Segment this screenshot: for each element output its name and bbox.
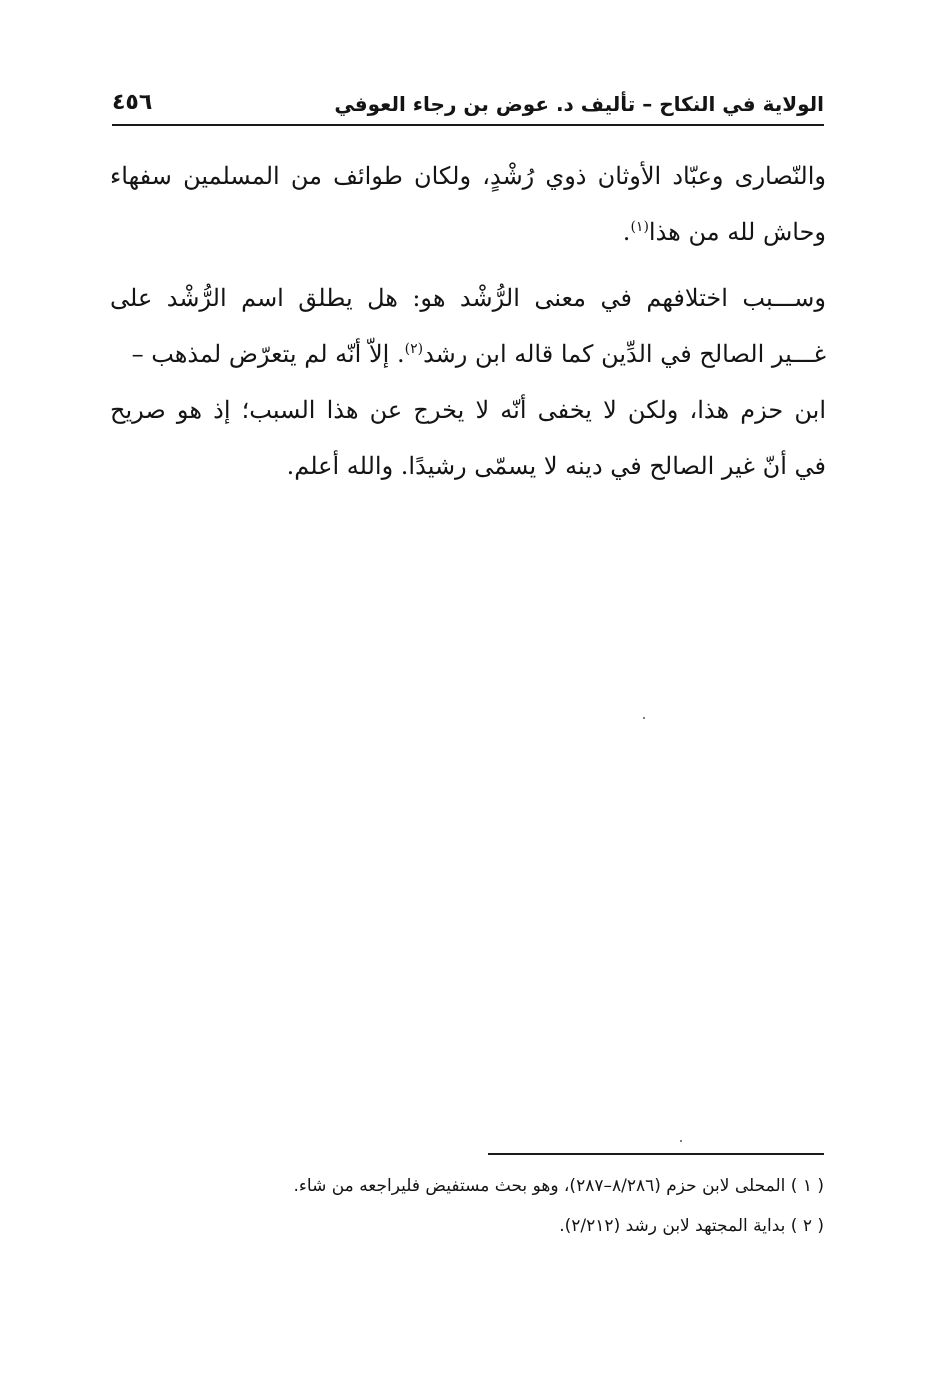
paragraph-gap xyxy=(110,260,826,270)
body-line-6 xyxy=(110,438,826,494)
body-line-1-text: والنّصارى وعبّاد الأوثان ذوي رُشْدٍ، ولكان طوائف من المسلمين سفهاء xyxy=(110,162,826,190)
footnote-2: ( ٢ ) بداية المجتهد لابن رشد (٢/٢١٢). xyxy=(559,1216,824,1236)
body-line-1 xyxy=(110,148,826,204)
header-rule xyxy=(112,124,824,126)
body-line-2 xyxy=(110,204,826,260)
running-header xyxy=(112,88,824,126)
body-line-3-text: وســـبب اختلافهم في معنى الرُّشْد هو: هل يطلق اسم الرُّشْد على xyxy=(110,284,826,312)
body-line-2-text: وحاش لله من هذا xyxy=(648,218,826,246)
footnote-rule xyxy=(488,1153,824,1155)
footnote-ref-2: (٢) xyxy=(404,341,424,357)
body-line-4-text-b: . إلاّ أنّه لم يتعرّض لمذهب – xyxy=(131,340,405,368)
body-line-5-text: ابن حزم هذا، ولكن لا يخفى أنّه لا يخرج عن هذا السبب؛ إذ هو صريح xyxy=(110,396,826,424)
header-title: الولاية في النكاح – تأليف د. عوض بن رجاء العوفي xyxy=(334,92,824,116)
footnote-1: ( ١ ) المحلى لابن حزم (٨/٢٨٦–٢٨٧)، وهو بحث مستفيض فليراجعه من شاء. xyxy=(293,1176,824,1196)
body-line-2-end: . xyxy=(622,218,631,246)
page-number: ٤٥٦ xyxy=(112,90,153,115)
body-line-4 xyxy=(110,326,826,382)
body-line-6-text: في أنّ غير الصالح في دينه لا يسمّى رشيدًا. والله أعلم. xyxy=(286,452,826,480)
scan-speck xyxy=(680,1140,682,1142)
footnote-ref-1: (١) xyxy=(630,219,649,235)
body-text xyxy=(110,148,826,494)
body-line-4-text-a: غـــير الصالح في الدِّين كما قاله ابن رشد xyxy=(423,340,826,368)
body-line-5 xyxy=(110,382,826,438)
scan-speck xyxy=(643,717,645,719)
body-line-3 xyxy=(110,270,826,326)
footnotes xyxy=(160,1170,824,1250)
